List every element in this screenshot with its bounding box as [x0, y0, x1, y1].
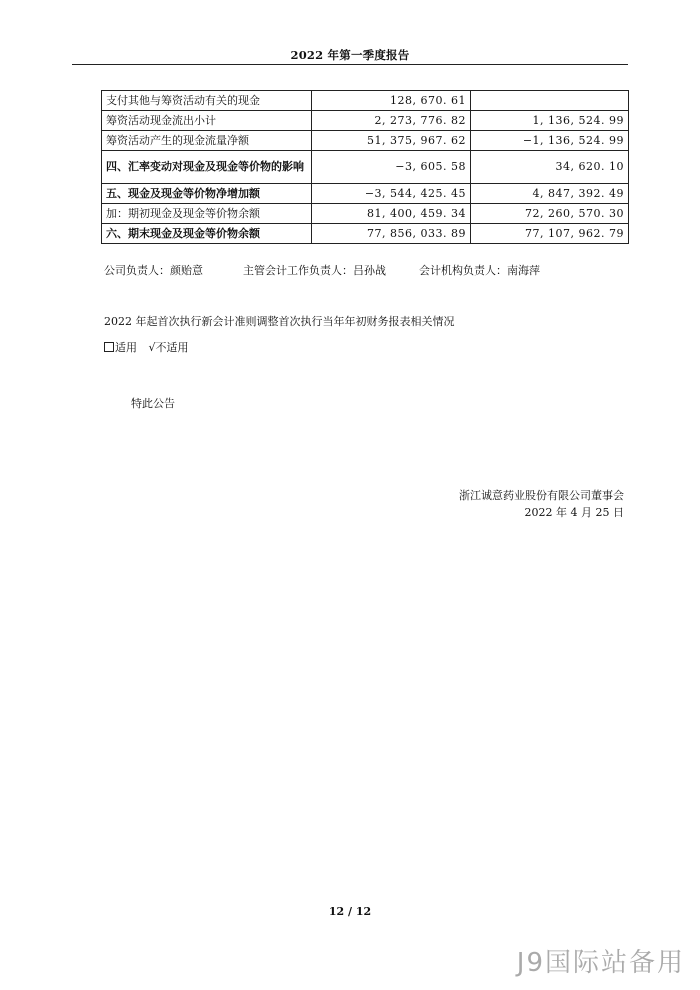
- table-row: [102, 204, 629, 224]
- accounting-dept-head: 会计机构负责人：南海萍: [419, 264, 540, 277]
- prior-period-value: [471, 91, 629, 111]
- prior-period-value: 34, 620. 10: [471, 151, 629, 184]
- signing-date: 2022 年 4 月 25 日: [524, 506, 624, 519]
- current-period-value: −3, 605. 58: [312, 151, 471, 184]
- unchecked-box-icon: [104, 342, 114, 352]
- row-label: 加：期初现金及现金等价物余额: [102, 204, 312, 224]
- prior-period-value: 72, 260, 570. 30: [471, 204, 629, 224]
- table-row: [102, 184, 629, 204]
- applicable-label: 适用: [115, 341, 137, 354]
- current-period-value: 128, 670. 61: [312, 91, 471, 111]
- row-label: 支付其他与筹资活动有关的现金: [102, 91, 312, 111]
- row-label: 六、期末现金及现金等价物余额: [102, 224, 312, 244]
- not-applicable-label: √不适用: [148, 341, 189, 354]
- current-period-value: 2, 273, 776. 82: [312, 111, 471, 131]
- table-row: [102, 151, 629, 184]
- table-row: [102, 224, 629, 244]
- current-period-value: 77, 856, 033. 89: [312, 224, 471, 244]
- table-row: [102, 91, 629, 111]
- report-header-title: 2022 年第一季度报告: [290, 48, 410, 62]
- prior-period-value: 77, 107, 962. 79: [471, 224, 629, 244]
- row-label: 五、现金及现金等价物净增加额: [102, 184, 312, 204]
- current-period-value: −3, 544, 425. 45: [312, 184, 471, 204]
- prior-period-value: 4, 847, 392. 49: [471, 184, 629, 204]
- accounting-head: 主管会计工作负责人：吕孙战: [243, 264, 386, 277]
- page-number: 12 / 12: [328, 905, 372, 918]
- current-period-value: 51, 375, 967. 62: [312, 131, 471, 151]
- row-label: 四、汇率变动对现金及现金等价物的影响: [102, 151, 312, 184]
- table-row: [102, 111, 629, 131]
- applicability-options: [104, 339, 189, 355]
- header-divider: [72, 64, 628, 65]
- signing-company: 浙江诚意药业股份有限公司董事会: [459, 489, 624, 502]
- cash-flow-table: [101, 90, 629, 244]
- table-row: [102, 131, 629, 151]
- prior-period-value: 1, 136, 524. 99: [471, 111, 629, 131]
- adjustment-note: 2022 年起首次执行新会计准则调整首次执行当年年初财务报表相关情况: [104, 315, 455, 328]
- company-head: 公司负责人：颜贻意: [104, 264, 203, 277]
- current-period-value: 81, 400, 459. 34: [312, 204, 471, 224]
- row-label: 筹资活动现金流出小计: [102, 111, 312, 131]
- announcement-text: 特此公告: [131, 397, 175, 410]
- prior-period-value: −1, 136, 524. 99: [471, 131, 629, 151]
- row-label: 筹资活动产生的现金流量净额: [102, 131, 312, 151]
- watermark-text: J9国际站备用: [516, 948, 685, 978]
